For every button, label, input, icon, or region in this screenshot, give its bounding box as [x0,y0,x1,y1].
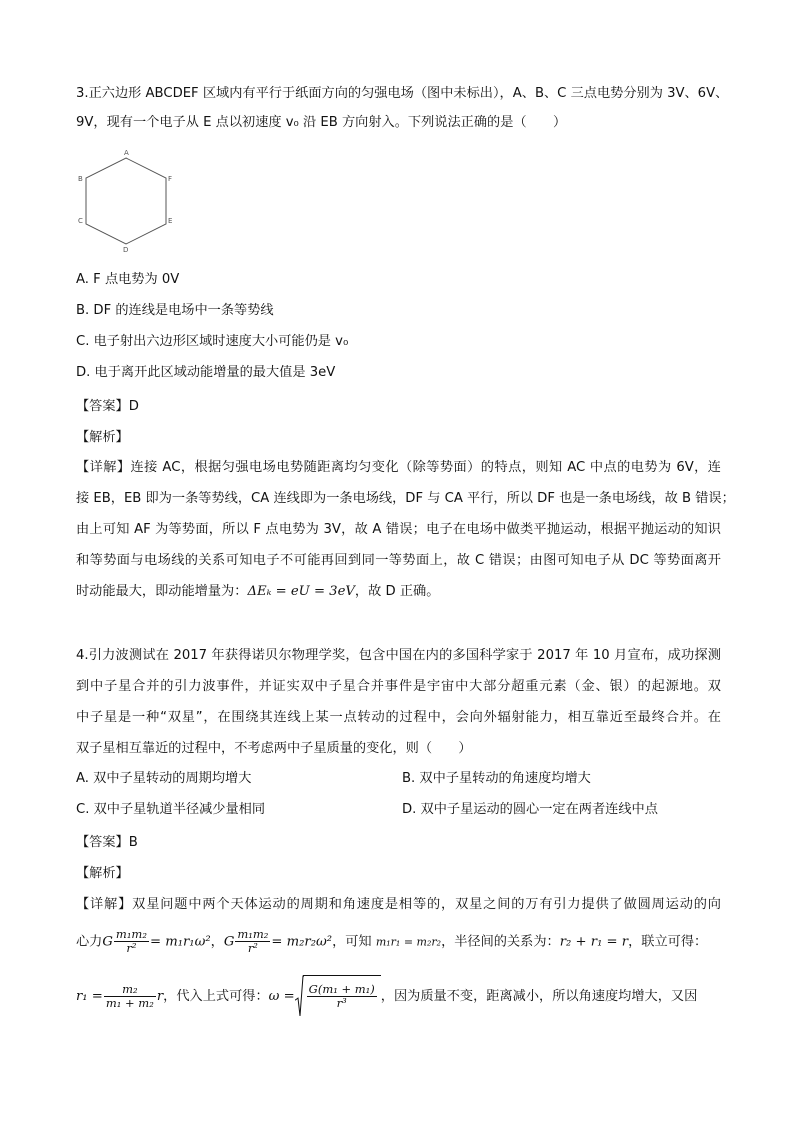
eq-r1-fraction [104,983,156,1010]
q4-detail-line-3 [76,975,697,1017]
eq1-rhs: = m₁r₁ω² [149,934,211,950]
q3-detail-line-2: 接 EB，EB 即为一条等势线，CA 连线即为一条电场线，DF 与 CA 平行，所以 DF 也是一条电场线，故 B 错误； [76,491,735,506]
q3-option-a: A. F 点电势为 0V [76,272,180,287]
q4-detail-2-sep2: ，可知 [332,934,372,950]
q3-detail-line-1: 【详解】连接 AC，根据匀强电场电势随距离均匀变化（除等势面）的特点，则知 AC 中点的电势为 6V，连 [76,460,721,475]
q4-detail-3-tail: ，因为质量不变，距离减小，所以角速度均增大，又因 [380,989,698,1004]
vertex-label-d: D [123,246,129,254]
q4-detail-line-2 [76,928,707,956]
eq1-numerator: m₁m₂ [115,927,147,941]
q4-detail-3-mid: ，代入上式可得： [163,989,269,1004]
q4-analysis-heading: 【解析】 [76,866,129,881]
eq1-gravity-constant: G [102,934,113,950]
q3-detail-line-3: 由上可知 AF 为等势面，所以 F 点电势为 3V，故 A 错误；电子在电场中做类平抛运动，根据平抛运动的知识 [76,522,721,537]
eq-r1-numerator: m₂ [104,983,156,997]
q4-detail-line-1: 【详解】双星问题中两个天体运动的周期和角速度是相等的，双星之间的万有引力提供了做圆周运动的向 [76,897,721,912]
eq2-fraction [235,928,270,955]
vertex-label-b: B [78,175,83,183]
q4-stem-line-2: 到中子星合并的引力波事件，并证实双中子星合并事件是宇宙中大部分超重元素（金、银）的起源地。双 [76,679,721,694]
q4-detail-2-sep1: ， [210,934,224,950]
eq-omega-fraction [307,983,377,1010]
hexagon-outline [86,158,166,244]
q4-answer: 【答案】B [76,835,138,850]
vertex-label-a: A [124,149,129,157]
q4-option-a: A. 双中子星转动的周期均增大 [76,771,252,786]
q3-answer: 【答案】D [76,399,139,414]
q4-option-c: C. 双中子星轨道半径减少量相同 [76,802,266,817]
vertex-label-e: E [168,217,173,225]
sqrt-sign-icon [295,975,304,1017]
eq-omega-numerator: G(m₁ + m₁) [308,981,375,996]
eq-mass-radius-relation: m₁r₁ = m₂r₂ [375,935,442,949]
hexagon-figure [76,146,196,254]
q3-detail-line-5 [76,582,439,602]
q4-stem-line-1: 4.引力波测试在 2017 年获得诺贝尔物理学奖，包含中国在内的多国科学家于 2017 年 10 月宣布，成功探测 [76,648,721,663]
q4-stem-line-3: 中子星是一种“双星”，在围绕其连线上某一点转动的过程中，会向外辐射能力，相互靠近至最终合并。在 [76,710,721,725]
eq2-gravity-constant: G [223,934,235,950]
sqrt-expression [295,975,381,1017]
q4-detail-2-tail: ，联立可得： [628,934,708,950]
q3-detail-line-4: 和等势面与电场线的关系可知电子不可能再回到同一等势面上，故 C 错误；由图可知电子从 DC 等势面离开 [76,553,721,568]
eq-radius-sum: r₂ + r₁ = r [559,934,629,950]
q3-energy-formula: ΔEₖ = eU = 3eV [247,584,355,599]
eq1-denominator: r² [126,941,137,955]
q4-detail-2-sep3: ，半径间的关系为： [441,934,560,950]
q3-detail-5-tail: ，故 D 正确。 [354,584,440,599]
eq2-denominator: r² [247,941,258,955]
eq2-rhs: = m₂r₂ω² [271,934,333,950]
vertex-label-c: C [78,217,83,225]
q3-option-d: D. 电于离开此区域动能增量的最大值是 3eV [76,365,336,380]
q3-option-b: B. DF 的连线是电场中一条等势线 [76,303,274,318]
q3-stem-line-1: 3.正六边形 ABCDEF 区域内有平行于纸面方向的匀强电场（图中未标出），A、B、C 三点电势分别为 3V、6V、 [76,86,729,101]
q4-option-b: B. 双中子星转动的角速度均增大 [402,771,591,786]
q3-detail-5-text: 时动能最大，即动能增量为： [76,584,248,599]
eq-r1-lhs: r₁ = [76,989,103,1004]
eq-omega-denominator: r³ [336,995,347,1010]
q4-option-d: D. 双中子星运动的圆心一定在两者连线中点 [402,802,658,817]
eq-omega-lhs: ω = [268,989,295,1004]
q3-option-c: C. 电子射出六边形区域时速度大小可能仍是 v₀ [76,334,349,349]
eq-r1-denominator: m₁ + m₂ [105,995,154,1010]
eq-r1-rhs: r [156,989,164,1004]
q4-stem-line-4: 双子星相互靠近的过程中，不考虑两中子星质量的变化，则（ ） [76,741,472,756]
eq1-fraction [114,928,149,955]
q3-analysis-heading: 【解析】 [76,430,129,445]
q4-detail-2-lead: 心力 [76,934,103,950]
q3-stem-line-2: 9V，现有一个电子从 E 点以初速度 v₀ 沿 EB 方向射入。下列说法正确的是（ ） [76,115,567,130]
eq2-numerator: m₁m₂ [237,927,269,941]
vertex-label-f: F [168,175,173,183]
